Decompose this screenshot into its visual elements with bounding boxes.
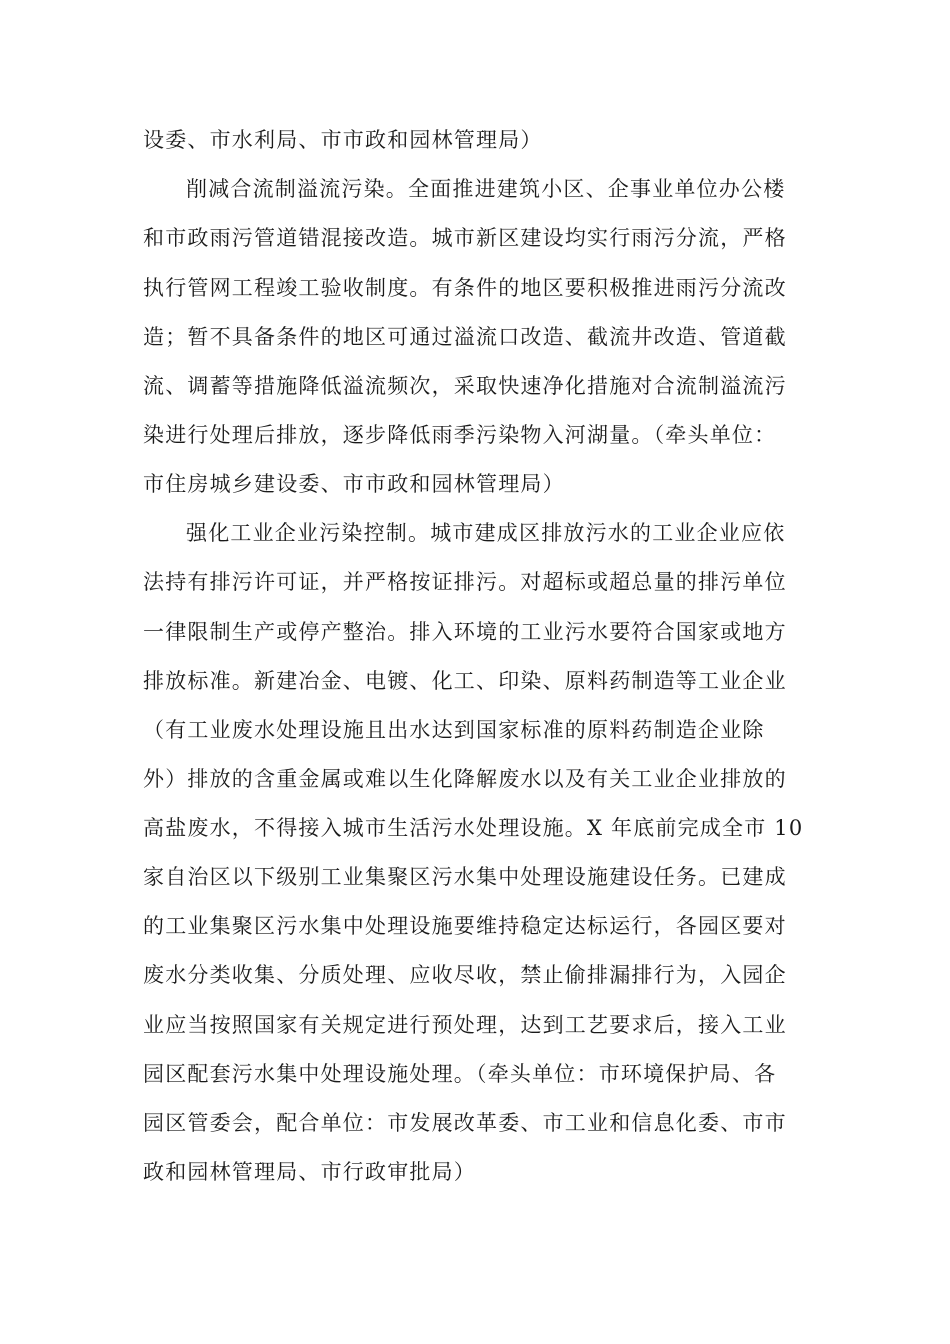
paragraph-start-line: 强化工业企业污染控制。城市建成区排放污水的工业企业应依 [186, 521, 786, 545]
text-line: 外）排放的含重金属或难以生化降解废水以及有关工业企业排放的 [143, 767, 787, 791]
text-line: 高盐废水，不得接入城市生活污水处理设施。X 年底前完成全市 10 [143, 816, 804, 840]
text-line: 市住房城乡建设委、市市政和园林管理局） [143, 472, 565, 496]
text-line: 设委、市水利局、市市政和园林管理局） [143, 128, 543, 152]
text-line: 一律限制生产或停产整治。排入环境的工业污水要符合国家或地方 [143, 620, 787, 644]
paragraph-start-line: 削减合流制溢流污染。全面推进建筑小区、企事业单位办公楼 [186, 177, 786, 201]
text-line: 家自治区以下级别工业集聚区污水集中处理设施建设任务。已建成 [143, 865, 787, 889]
text-line: 排放标准。新建冶金、电镀、化工、印染、原料药制造等工业企业 [143, 669, 787, 693]
text-line: 园区管委会，配合单位：市发展改革委、市工业和信息化委、市市 [143, 1111, 787, 1135]
text-line: 染进行处理后排放，逐步降低雨季污染物入河湖量。（牵头单位： [143, 423, 777, 447]
text-line: 业应当按照国家有关规定进行预处理，达到工艺要求后，接入工业 [143, 1013, 787, 1037]
text-line: 和市政雨污管道错混接改造。城市新区建设均实行雨污分流，严格 [143, 226, 787, 250]
text-line: 执行管网工程竣工验收制度。有条件的地区要积极推进雨污分流改 [143, 276, 787, 300]
text-line: 的工业集聚区污水集中处理设施要维持稳定达标运行，各园区要对 [143, 914, 787, 938]
text-line: 法持有排污许可证，并严格按证排污。对超标或超总量的排污单位 [143, 570, 787, 594]
text-line: 流、调蓄等措施降低溢流频次，采取快速净化措施对合流制溢流污 [143, 374, 787, 398]
text-line: 政和园林管理局、市行政审批局） [143, 1160, 476, 1184]
text-line: 造；暂不具备条件的地区可通过溢流口改造、截流井改造、管道截 [143, 325, 787, 349]
text-line: 废水分类收集、分质处理、应收尽收，禁止偷排漏排行为，入园企 [143, 963, 787, 987]
text-line: 园区配套污水集中处理设施处理。（牵头单位：市环境保护局、各 [143, 1062, 777, 1086]
text-line: （有工业废水处理设施且出水达到国家标准的原料药制造企业除 [143, 718, 765, 742]
